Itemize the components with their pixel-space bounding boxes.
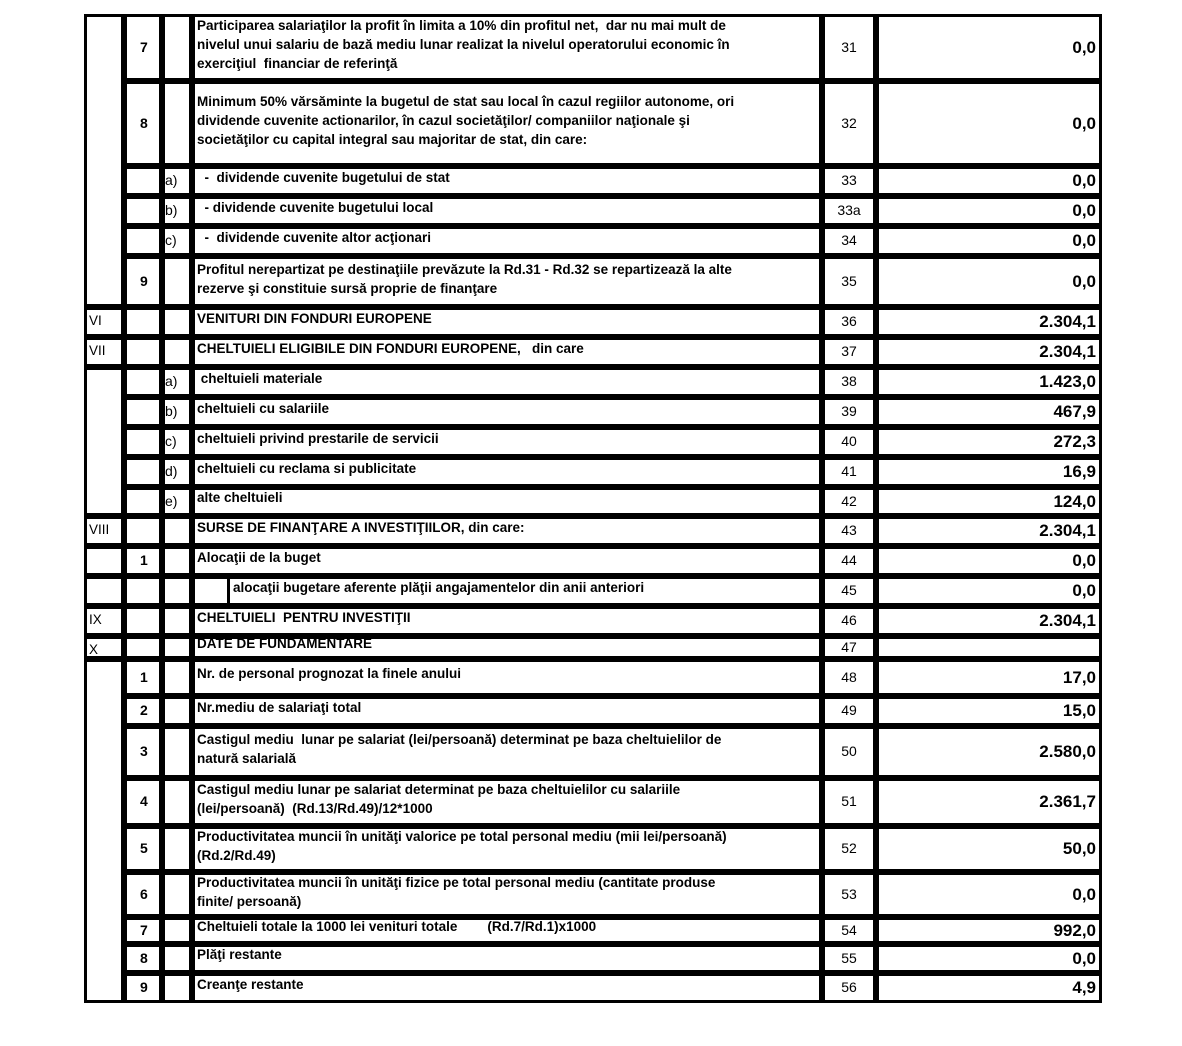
value-amount: 0,0 [1072, 581, 1096, 600]
sub-letter-cell [162, 872, 192, 917]
description-line: Nr.mediu de salariaţi total [197, 699, 362, 715]
value-amount: 0,0 [1072, 884, 1096, 904]
sub-letter: b) [165, 403, 178, 419]
value-amount: 2.304,1 [1039, 611, 1096, 630]
row-number: 9 [140, 272, 148, 289]
value-amount: 50,0 [1062, 839, 1096, 858]
row-number-cell [124, 226, 162, 256]
rd-code: 32 [841, 114, 857, 131]
description-line: alte cheltuieli [197, 490, 283, 505]
rd-code: 33 [841, 172, 857, 188]
row-number-cell [124, 636, 162, 659]
description-line: (lei/persoană) (Rd.13/Rd.49)/12*1000 [197, 801, 433, 816]
sub-letter-cell [162, 546, 192, 576]
value-amount: 0,0 [1072, 37, 1096, 57]
row-number-cell [124, 196, 162, 226]
row-number: 7 [140, 38, 148, 55]
value-amount: 16,9 [1062, 462, 1096, 481]
description-line: CHELTUIELI ELIGIBILE DIN FONDURI EUROPENE, din care [197, 340, 584, 356]
sub-letter-cell [162, 973, 192, 1003]
row-number-cell [124, 606, 162, 636]
value-amount: 272,3 [1053, 432, 1096, 451]
roman-cell [84, 14, 124, 307]
description-line: alocaţii bugetare aferente plăţii angajamentelor din anii anteriori [233, 579, 645, 595]
rd-code: 47 [841, 638, 857, 655]
description-line: rezerve şi constituie sursă proprie de finanţare [197, 280, 498, 296]
value-amount: 17,0 [1062, 667, 1096, 687]
value-amount: 15,0 [1062, 701, 1096, 720]
value-amount: 2.304,1 [1039, 312, 1096, 331]
rd-code: 51 [841, 793, 857, 809]
rd-code: 49 [841, 702, 857, 718]
value-amount: 992,0 [1053, 920, 1096, 940]
rd-code: 53 [841, 885, 857, 902]
sub-letter-cell [162, 917, 192, 944]
sub-letter-cell [162, 659, 192, 696]
sub-letter-cell [162, 636, 192, 659]
row-number-cell [124, 337, 162, 367]
sub-letter-cell [162, 944, 192, 973]
rd-code: 31 [841, 38, 857, 55]
rd-code: 44 [841, 552, 857, 568]
description-line: Cheltuieli totale la 1000 lei venituri totale (Rd.7/Rd.1)x1000 [197, 919, 597, 934]
description-line: Profitul nerepartizat pe destinaţiile prevăzute la Rd.31 - Rd.32 se repartizează la alte [197, 261, 732, 277]
description-line: cheltuieli cu salariile [197, 400, 330, 416]
value-amount: 1.423,0 [1039, 372, 1096, 391]
description-line: cheltuieli cu reclama si publicitate [197, 460, 417, 476]
sub-letter: e) [165, 492, 178, 509]
value-amount: 2.361,7 [1039, 792, 1096, 811]
description-line: nivelul unui salariu de bază mediu lunar realizat la nivelul operatorului economic în [197, 37, 730, 52]
rd-code: 45 [841, 582, 857, 598]
sub-letter-cell [162, 307, 192, 337]
row-number: 4 [140, 793, 148, 809]
value-amount: 4,9 [1072, 978, 1096, 997]
roman-numeral: VI [89, 313, 102, 328]
description-line: Alocaţii de la buget [197, 549, 321, 565]
value-amount: 467,9 [1053, 402, 1096, 421]
description-line: - dividende cuvenite altor acţionari [197, 229, 432, 245]
roman-cell [84, 576, 124, 606]
sub-letter: c) [165, 433, 177, 449]
rd-code: 39 [841, 403, 857, 419]
description-line: Castigul mediu lunar pe salariat (lei/persoană) determinat pe baza cheltuielilor de [197, 732, 722, 747]
roman-cell [84, 367, 124, 516]
description-line: Plăţi restante [197, 947, 282, 962]
sub-letter-cell [162, 516, 192, 546]
description-line: cheltuieli materiale [197, 370, 323, 386]
rd-code: 36 [841, 313, 857, 329]
sub-letter-cell [162, 778, 192, 826]
description-line: - dividende cuvenite bugetului de stat [197, 169, 450, 185]
sub-letter: d) [165, 463, 178, 479]
description-cell [192, 944, 822, 973]
value-amount: 2.304,1 [1039, 342, 1096, 361]
description-line: societăţilor cu capital integral sau majoritar de stat, din care: [197, 132, 588, 147]
sub-letter-cell [162, 14, 192, 81]
value-amount: 0,0 [1072, 171, 1096, 190]
row-number-cell [124, 427, 162, 457]
description-line: Minimum 50% vărsăminte la bugetul de stat sau local în cazul regiilor autonome, ori [197, 94, 735, 109]
row-number: 3 [140, 743, 148, 759]
row-number: 7 [140, 921, 148, 938]
description-line: Nr. de personal prognozat la finele anului [197, 666, 462, 681]
description-line: DATE DE FUNDAMENTARE [197, 636, 372, 651]
description-line: finite/ persoană) [197, 893, 302, 909]
sub-letter: c) [165, 232, 177, 248]
sub-letter-cell [162, 826, 192, 872]
roman-numeral: IX [89, 612, 102, 627]
roman-numeral: VII [89, 343, 106, 358]
row-number-cell [124, 166, 162, 196]
description-line: exerciţiul financiar de referinţă [197, 56, 398, 71]
rd-code: 34 [841, 232, 857, 248]
rd-code: 55 [841, 949, 857, 966]
description-line: Productivitatea muncii în unităţi fizice pe total personal mediu (cantitate produse [197, 874, 716, 890]
rd-code: 56 [841, 979, 857, 995]
rd-code: 42 [841, 492, 857, 509]
row-number: 1 [140, 668, 148, 685]
row-number-cell [124, 516, 162, 546]
sub-letter-cell [162, 606, 192, 636]
sub-letter-cell [162, 696, 192, 726]
row-number: 2 [140, 702, 148, 718]
value-amount: 124,0 [1053, 491, 1096, 511]
description-line: CHELTUIELI PENTRU INVESTIŢII [197, 609, 411, 625]
description-line: dividende cuvenite actionarilor, în cazul societăţilor/ companiilor naţionale şi [197, 113, 690, 128]
description-line: (Rd.2/Rd.49) [197, 848, 276, 863]
row-number-cell [124, 367, 162, 397]
description-line: - dividende cuvenite bugetului local [197, 199, 434, 215]
rd-code: 37 [841, 343, 857, 359]
rd-code: 35 [841, 272, 857, 289]
sub-letter-cell [162, 576, 192, 606]
value-amount: 0,0 [1072, 551, 1096, 570]
value-cell [876, 636, 1102, 659]
row-number: 8 [140, 949, 148, 966]
sub-letter: a) [165, 373, 178, 389]
row-number-cell [124, 576, 162, 606]
sub-letter: a) [165, 172, 178, 188]
row-number: 6 [140, 885, 148, 902]
sub-letter-cell [162, 337, 192, 367]
rd-code: 41 [841, 463, 857, 479]
sub-letter-cell [162, 256, 192, 307]
rd-code: 43 [841, 522, 857, 538]
row-number-cell [124, 457, 162, 487]
sub-letter-cell [162, 81, 192, 166]
description-line: natură salarială [197, 751, 297, 766]
value-amount: 0,0 [1072, 113, 1096, 133]
description-line: SURSE DE FINANŢARE A INVESTIŢIILOR, din care: [197, 519, 525, 535]
rd-code: 48 [841, 668, 857, 685]
rd-code: 33a [837, 202, 861, 218]
rd-code: 46 [841, 612, 857, 628]
row-number-cell [124, 397, 162, 427]
row-number: 8 [140, 114, 148, 131]
value-amount: 0,0 [1072, 231, 1096, 250]
roman-numeral: VIII [89, 522, 110, 537]
rd-code: 40 [841, 433, 857, 449]
description-line: Creanţe restante [197, 976, 304, 992]
rd-code: 54 [841, 921, 857, 938]
rd-code: 52 [841, 840, 857, 856]
row-number-cell [124, 307, 162, 337]
row-number: 1 [140, 552, 148, 568]
indent-cell [192, 576, 230, 606]
description-cell [192, 487, 822, 516]
roman-cell [84, 546, 124, 576]
value-amount: 2.304,1 [1039, 521, 1096, 540]
row-number: 5 [140, 840, 148, 856]
sub-letter: b) [165, 202, 178, 218]
roman-cell [84, 659, 124, 1003]
value-amount: 0,0 [1072, 201, 1096, 220]
description-line: Castigul mediu lunar pe salariat determinat pe baza cheltuielilor cu salariile [197, 782, 681, 797]
value-amount: 2.580,0 [1039, 742, 1096, 761]
row-number-cell [124, 487, 162, 516]
rd-code: 38 [841, 373, 857, 389]
description-line: VENITURI DIN FONDURI EUROPENE [197, 310, 432, 326]
value-amount: 0,0 [1072, 948, 1096, 968]
roman-numeral: X [89, 642, 99, 657]
description-line: Participarea salariaţilor la profit în limita a 10% din profitul net, dar nu mai mult de [197, 18, 726, 33]
row-number: 9 [140, 979, 148, 995]
sub-letter-cell [162, 726, 192, 778]
description-line: Productivitatea muncii în unităţi valorice pe total personal mediu (mii lei/persoană) [197, 829, 727, 844]
value-amount: 0,0 [1072, 271, 1096, 291]
description-line: cheltuieli privind prestarile de servicii [197, 430, 439, 446]
rd-code: 50 [841, 743, 857, 759]
